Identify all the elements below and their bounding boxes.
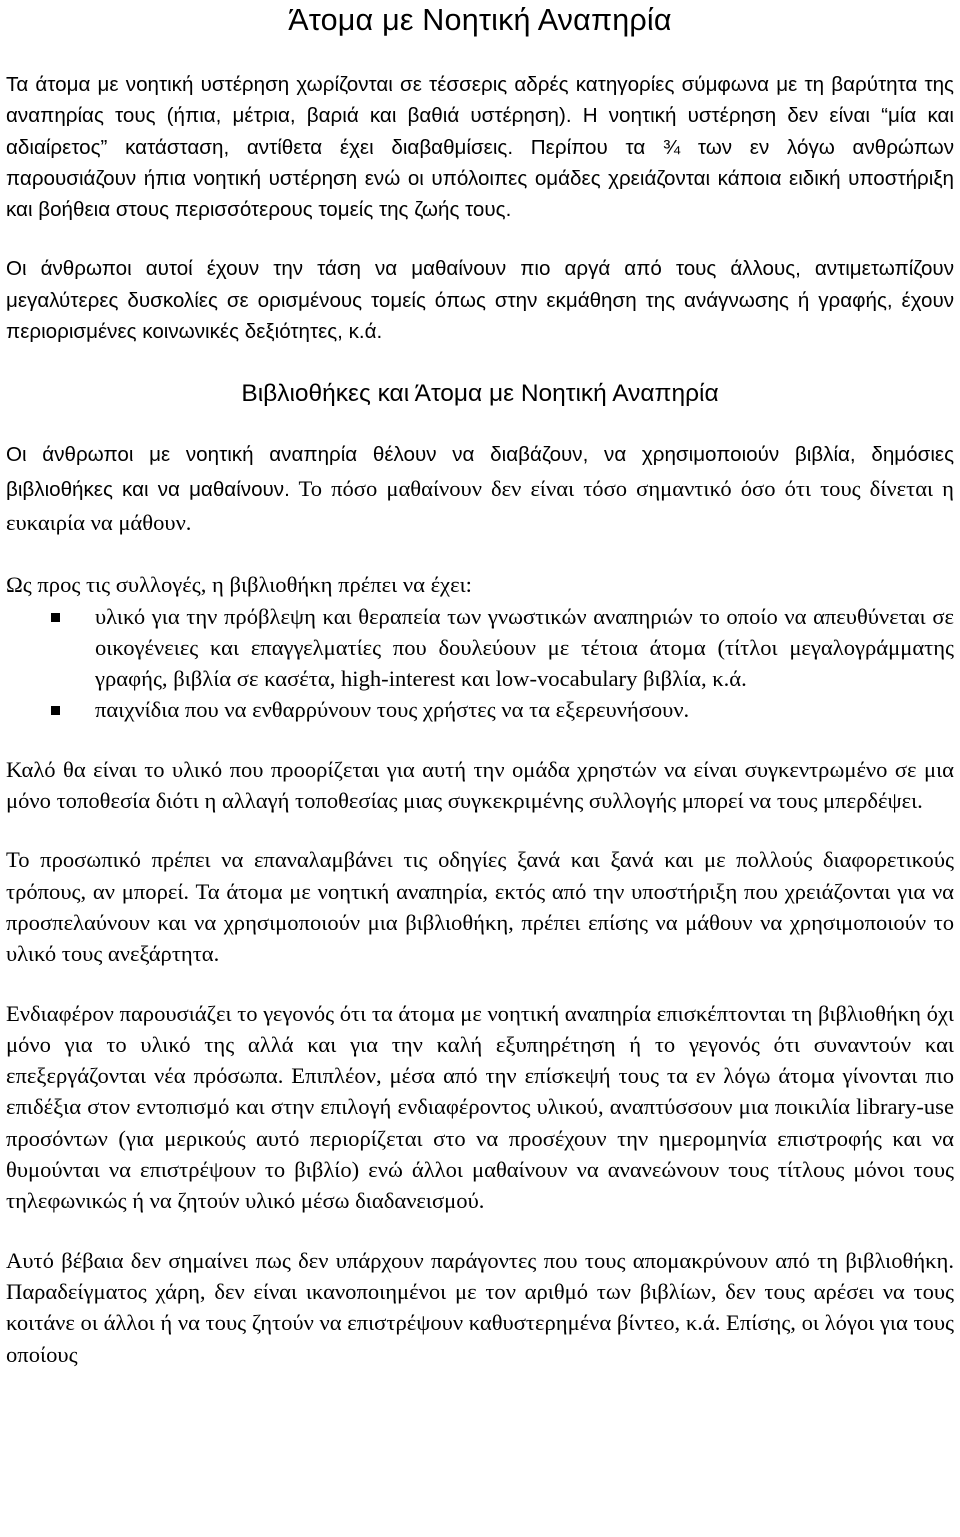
list-item-text: υλικό για την πρόβλεψη και θεραπεία των γνωστικών αναπηριών το οποίο να απευθύνεται σε οικογένειες και επαγγελματίες που δουλεύουν με τέτοια άτομα (τίτλοι μεγαλογράμματης γραφής, βιβλία σε κασέτα, high-interest και low-vocabulary βιβλία, κ.ά. xyxy=(95,603,954,692)
page-title: Άτομα με Νοητική Αναπηρία xyxy=(288,3,672,37)
section-intro-paragraph xyxy=(6,439,954,541)
document-page xyxy=(6,0,954,1370)
square-bullet-icon xyxy=(51,613,60,622)
collections-list xyxy=(6,601,954,726)
intro-paragraph-1: Τα άτομα με νοητική υστέρηση χωρίζονται σε τέσσερις αδρές κατηγορίες σύμφωνα με τη βαρύτητα της αναπηρίας τους (ήπια, μέτρια, βαριά και βαθιά υστέρηση). Η νοητική υστέρηση δεν είναι “μία και αδιαίρετος” κατάσταση, αντίθετα έχει διαβαθμίσεις. Περίπου τα ¾ των εν λόγω ανθρώπων παρουσιάζουν ήπια νοητική υστέρηση ενώ οι υπόλοιπες ομάδες χρειάζονται κάποια ειδική υποστήριξη και βοήθεια στους περισσότερους τομείς της ζωής τους. xyxy=(6,73,954,222)
square-bullet-icon xyxy=(51,706,60,715)
section-subtitle: Βιβλιοθήκες και Άτομα με Νοητική Αναπηρία xyxy=(241,380,719,408)
collections-lead: Ως προς τις συλλογές, η βιβλιοθήκη πρέπει να έχει: xyxy=(6,572,472,598)
body-paragraph-1: Καλό θα είναι το υλικό που προορίζεται για αυτή την ομάδα χρηστών να είναι συγκεντρωμένο σε μια μόνο τοποθεσία διότι η αλλαγή τοποθεσίας μιας συγκεκριμένης συλλογής μπορεί να τους μπερδέψει. xyxy=(6,756,954,814)
body-paragraph-2: Το προσωπικό πρέπει να επαναλαμβάνει τις οδηγίες ξανά και ξανά και με πολλούς διαφορετικούς τρόπους, αν μπορεί. Τα άτομα με νοητική αναπηρία, εκτός από την υποστήριξη που χρειάζονται για να προσπελαύνουν και να χρησιμοποιούν μια βιβλιοθήκη, πρέπει επίσης να μάθουν να χρησιμοποιούν το υλικό τους ανεξάρτητα. xyxy=(6,847,954,967)
section-intro-serif-text: Το πόσο μαθαίνουν δεν είναι τόσο σημαντικό όσο ότι τους δίνεται η ευκαιρία να μάθουν. xyxy=(6,475,954,535)
intro-paragraph-2: Οι άνθρωποι αυτοί έχουν την τάση να μαθαίνουν πιο αργά από τους άλλους, αντιμετωπίζουν μεγαλύτερες δυσκολίες σε ορισμένους τομείς όπως στην εκμάθηση της ανάγνωσης ή γραφής, έχουν περιορισμένες κοινωνικές δεξιότητες, κ.ά. xyxy=(6,257,954,344)
list-item xyxy=(6,601,954,695)
list-item-text: παιχνίδια που να ενθαρρύνουν τους χρήστες να τα εξερευνήσουν. xyxy=(95,697,690,723)
section-intro-sans-text: Οι άνθρωποι με νοητική αναπηρία θέλουν να διαβάζουν, να χρησιμοποιούν βιβλία, δημόσιες βιβλιοθήκες και να μαθαίνουν. xyxy=(6,443,954,501)
list-item xyxy=(6,694,954,725)
body-paragraph-3: Ενδιαφέρον παρουσιάζει το γεγονός ότι τα άτομα με νοητική αναπηρία επισκέπτονται τη βιβλιοθήκη όχι μόνο για το υλικό της αλλά και για την καλή εξυπηρέτηση ή το γεγονός ότι συναντούν και επεξεργάζονται νέα πρόσωπα. Επιπλέον, μέσα από την επίσκεψή τους τα εν λόγω άτομα γίνονται πιο επιδέξια στον εντοπισμό και στην επιλογή ενδιαφέροντος υλικού, αναπτύσσουν μια ποικιλία library-use προσόντων (για μερικούς αυτό περιορίζεται στο να προσέχουν την ημερομηνία επιστροφής και να θυμούνται να επιστρέψουν το βιβλίο) ενώ άλλοι μαθαίνουν να ανανεώνουν τους τίτλους μόνοι τους τηλεφωνικώς ή να ζητούν υλικό μέσω διαδανεισμού. xyxy=(6,1000,954,1214)
body-paragraph-4: Αυτό βέβαια δεν σημαίνει πως δεν υπάρχουν παράγοντες που τους απομακρύνουν από τη βιβλιοθήκη. Παραδείγματος χάρη, δεν είναι ικανοποιημένοι με τον αριθμό των βιβλίων, δεν τους αρέσει να τους κοιτάνε οι άλλοι ή να τους ζητούν να επιστρέψουν καθυστερημένα βίντεο, κ.ά. Επίσης, οι λόγοι για τους οποίους xyxy=(6,1247,954,1367)
